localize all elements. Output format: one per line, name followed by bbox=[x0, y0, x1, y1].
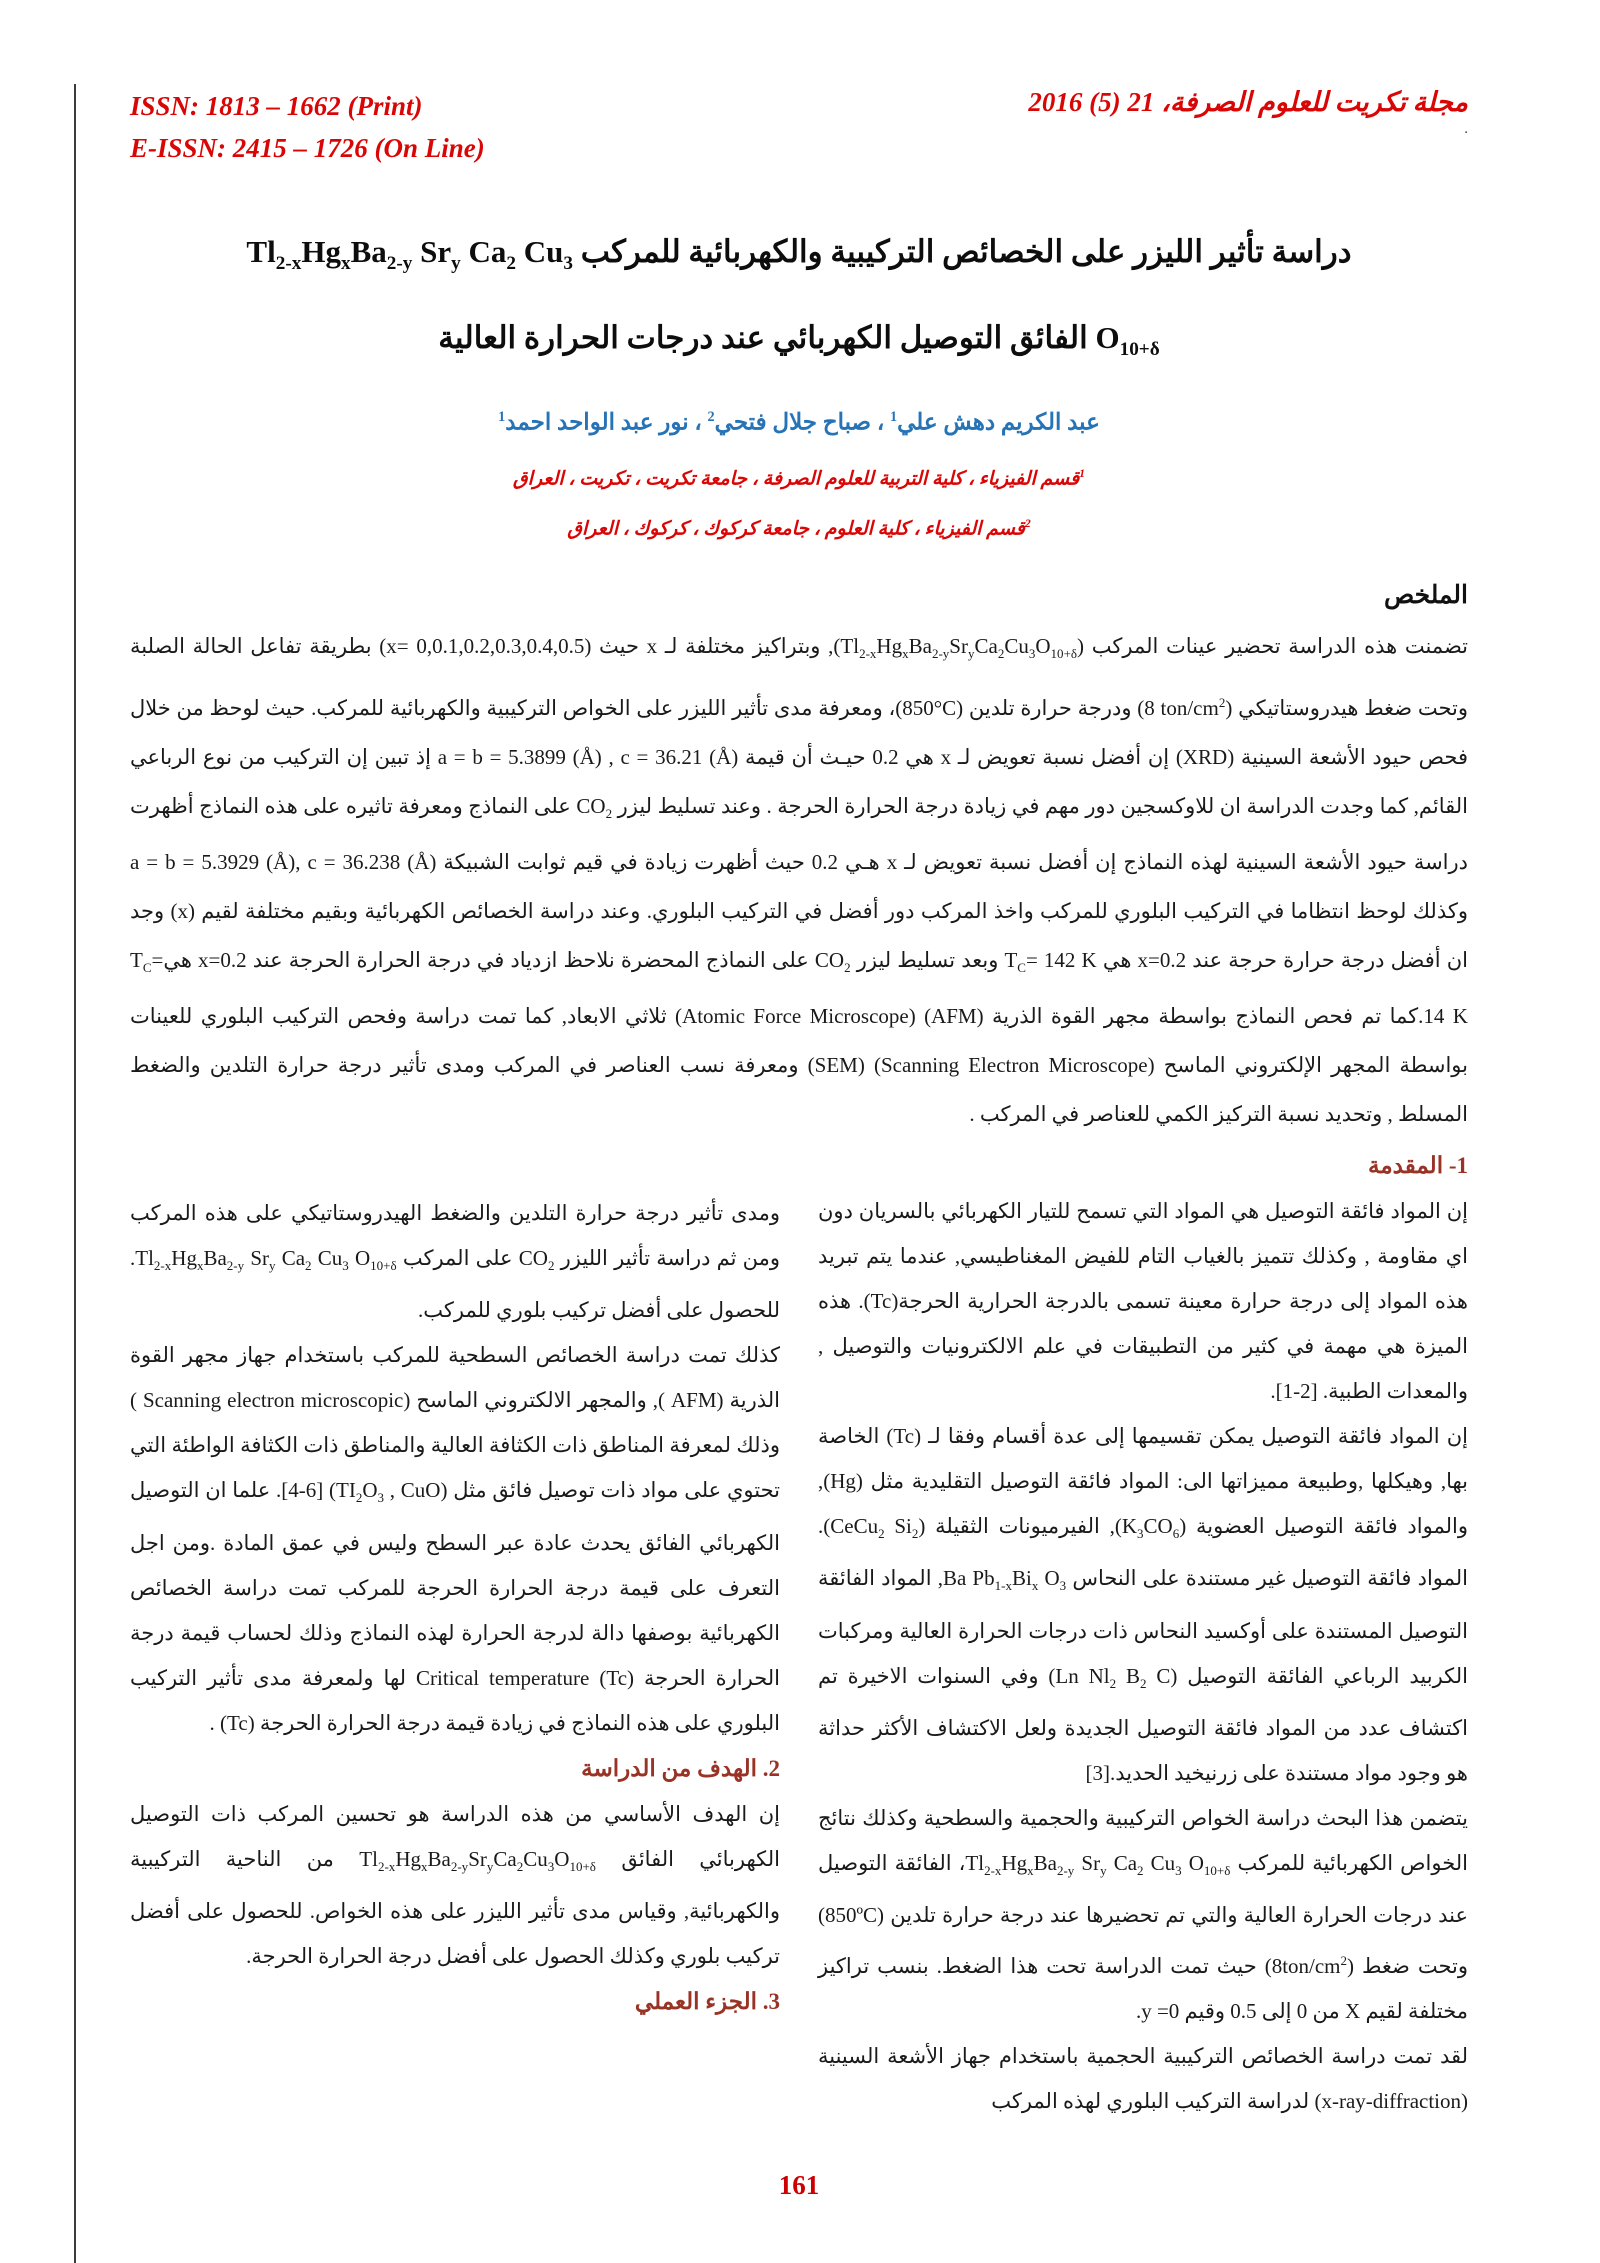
affiliation-2: $^2$قسم الفيزياء ، كلية العلوم ، جامعة كركوك ، كركوك ، العراق bbox=[567, 517, 1031, 540]
aim-paragraph: إن الهدف الأساسي من هذه الدراسة هو تحسين المركب ذات التوصيل الكهربائي الفائق $Tl_{2-x}Hg_xBa_{2-y}Sr_yCa_2Cu_3O_{10+\delta}$ من الناحية التركيبية والكهربائية, وقياس مدى تأثير الليزر على هذه الخواص. للحصول على أفضل تركيب بلوري وكذلك الحصول على أفضل درجة الحرارة الحرجة. bbox=[130, 1801, 780, 1968]
abstract-section bbox=[130, 574, 1468, 1140]
abstract-heading: الملخص bbox=[1383, 581, 1468, 609]
journal-name: مجلة تكريت للعلوم الصرفة، 21 (5) 2016 bbox=[1028, 87, 1468, 117]
journal-name-trailing-dot: . bbox=[1464, 121, 1468, 137]
affiliations-block bbox=[130, 451, 1468, 552]
section-3-heading: 3. الجزء العملي bbox=[634, 1988, 780, 2014]
issn-block bbox=[130, 85, 485, 169]
affiliation-1: $^1$قسم الفيزياء ، كلية التربية للعلوم الصرفة ، جامعة تكريت ، تكريت ، العراق bbox=[512, 467, 1086, 490]
intro-paragraph-6: كذلك تمت دراسة الخصائص السطحية للمركب باستخدام جهاز مجهر القوة الذرية ( AFM), والمجهر الالكتروني الماسح ( Scanning electron microscopic) وذلك لمعرفة المناطق ذات الكثافة العالية والمناطق ذات الكثافة الواطئة التي تحتوي على مواد ذات توصيل فائق مثل ($TI_2O_3$ , CuO) [6-4]. علما ان التوصيل الكهربائي الفائق يحدث عادة عبر السطح وليس في عمق المادة .ومن اجل التعرف على قيمة درجة الحرارة الحرجة للمركب تمت دراسة الخصائص الكهربائية بوصفها دالة لدرجة الحرارة لهذه النماذج وذلك لحساب قيمة درجة الحرارة الحرجة (Tc) Critical temperature لها ولمعرفة مدى تأثير التركيب البلوري على هذه النماذج في زيادة قيمة درجة الحرارة الحرجة (Tc) . bbox=[130, 1343, 780, 1735]
introduction-two-column-section bbox=[130, 1143, 1468, 2124]
column-right bbox=[818, 1143, 1468, 2124]
article-title bbox=[130, 215, 1468, 387]
journal-name-block bbox=[1028, 85, 1468, 139]
intro-paragraph-5: ومدى تأثير درجة حرارة التلدين والضغط الهيدروستاتيكي على هذه المركب ومن ثم دراسة تأثير الليزر $CO_2$ على المركب $Tl_{2-x}Hg_xBa_{2-y}$ $Sr_y$ $Ca_2$ $Cu_3$ $O_{10+\delta}$. للحصول على أفضل تركيب بلوري للمركب. bbox=[130, 1201, 780, 1323]
page-left-border-line bbox=[74, 84, 76, 2263]
intro-paragraph-3: يتضمن هذا البحث دراسة الخواص التركيبية والحجمية والسطحية وكذلك نتائج الخواص الكهربائية للمركب $Tl_{2-x}Hg_xBa_{2-y}$ $Sr_y$ $Ca_2$ $Cu_3$ $O_{10+\delta}،$ الفائقة التوصيل عند درجات الحرارة العالية والتي تم تحضيرها عند درجة حرارة تلدين (850ºC) وتحت ضغط $(8ton/cm^2)$ حيث تمت الدراسة تحت هذا الضغط. بنسب تراكيز مختلفة لقيم X من 0 إلى 0.5 وقيم y =0. bbox=[818, 1805, 1468, 2023]
column-left bbox=[130, 1143, 780, 2124]
abstract-text: تضمنت هذه الدراسة تحضير عينات المركب $(Tl_{2-x}Hg_xBa_{2-y}Sr_yCa_2Cu_3O_{10+\delta})$, وبتراكيز مختلفة لـ x حيث (x= 0,0.1,0.2,0.3,0.4,0.5) بطريقة تفاعل الحالة الصلبة وتحت ضغط هيدروستاتيكي (8 ton/$cm^2$) ودرجة حرارة تلدين (850°C)، ومعرفة مدى تأثير الليزر على الخواص التركيبية والكهربائية للمركب. حيث لوحظ من خلال فحص حيود الأشعة السينية (XRD) إن أفضل نسبة تعويض لـ x هي 0.2 حيـث أن قيمة a = b = 5.3899 (Å) , c = 36.21 (Å) إذ تبين إن التركيب من نوع الرباعي القائم, كما وجدت الدراسة ان للاوكسجين دور مهم في زيادة درجة الحرارة الحرجة . وعند تسليط ليزر $CO_2$ على النماذج ومعرفة تاثيره على هذه النماذج أظهرت دراسة حيود الأشعة السينية لهذه النماذج إن أفضل نسبة تعويض لـ x هـي 0.2 حيث أظهرت زيادة في قيم ثوابت الشبيكة a = b = 5.3929 (Å), c = 36.238 (Å) وكذلك لوحظ انتظاما في التركيب البلوري للمركب واخذ المركب دور أفضل في التركيب البلوري. وعند دراسة الخصائص الكهربائية وبقيم مختلفة لقيم (x) وجد ان أفضل درجة حرارة حرجة عند x=0.2 هي $T_C= 142$ K وبعد تسليط ليزر $CO_2$ على النماذج المحضرة نلاحظ ازدياد في درجة الحرارة الحرجة عند x=0.2 هيT$_C$= 14 K.كما تم فحص النماذج بواسطة مجهر القوة الذرية (AFM) (Atomic Force Microscope) ثلاثي الابعاد, كما تمت دراسة وفحص التركيب البلوري للعينات بواسطة المجهر الإلكتروني الماسح (Scanning Electron Microscope) (SEM) ومعرفة نسب العناصر في المركب ومدى تأثير درجة حرارة التلدين والضغط المسلط , وتحديد نسبة التركيز الكمي للعناصر في المركب . bbox=[130, 633, 1469, 1127]
article-title-line-1: دراسة تأثير الليزر على الخصائص التركيبية والكهربائية للمركب $Tl_{2-x}Hg_xBa_{2-y}$ $Sr_y$ $Ca_2$ $Cu_3$ bbox=[246, 234, 1352, 275]
authors-line: عبد الكريم دهش علي$^1$ ، صباح جلال فتحي$^2$ ، نور عبد الواحد احمد$^1$ bbox=[498, 409, 1100, 436]
issn-online: E-ISSN: 2415 – 1726 (On Line) bbox=[130, 133, 485, 163]
article-title-line-2: $O_{10+\delta}$ الفائق التوصيل الكهربائي عند درجات الحرارة العالية bbox=[438, 320, 1160, 361]
section-1-heading: 1- المقدمة bbox=[1368, 1153, 1468, 1179]
page-number: 161 bbox=[778, 2170, 820, 2200]
page-header bbox=[130, 85, 1468, 169]
intro-paragraph-2: إن المواد فائقة التوصيل يمكن تقسيمها إلى عدة أقسام وفقا لـ (Tc) الخاصة بها, وهيكلها ,وطبيعة مميزاتها الى: المواد فائقة التوصيل التقليدية مثل (Hg), والمواد فائقة التوصيل العضوية $(K_3CO_6)$, الفيرميونات الثقيلة (CeCu$_2$ $Si_2$). المواد فائقة التوصيل غير مستندة على النحاس Ba $Pb_{1-x}Bi_x$ $O_3$, المواد الفائقة التوصيل المستندة على أوكسيد النحاس ذات درجات الحرارة العالية ومركبات الكربيد الرباعي الفائقة التوصيل (Ln $Nl_2$ $B_2$ C) وفي السنوات الاخيرة تم اكتشاف عدد من المواد فائقة التوصيل الجديدة ولعل الاكتشاف الأكثر حداثة هو وجود مواد مستندة على زرنيخيد الحديد.[3] bbox=[818, 1424, 1469, 1785]
intro-paragraph-1: إن المواد فائقة التوصيل هي المواد التي تسمح للتيار الكهربائي بالسريان دون اي مقاومة , وكذلك تتميز بالغياب التام للفيض المغناطيسي, عندما يتم تبريد هذه المواد إلى درجة حرارة معينة تسمى بالدرجة الحرارية الحرجة(Tc). هذه الميزة هي مهمة في كثير من التطبيقات في علم الالكترونيات والتوصيل , والمعدات الطبية. [2-1]. bbox=[818, 1199, 1468, 1404]
intro-paragraph-4: لقد تمت دراسة الخصائص التركيبية الحجمية باستخدام جهاز الأشعة السينية (x-ray-diffraction) لدراسة التركيب البلوري لهذه المركب bbox=[818, 2044, 1468, 2113]
issn-print: ISSN: 1813 – 1662 (Print) bbox=[130, 91, 423, 121]
section-2-heading: 2. الهدف من الدراسة bbox=[581, 1755, 780, 1781]
page-footer bbox=[130, 2170, 1468, 2201]
